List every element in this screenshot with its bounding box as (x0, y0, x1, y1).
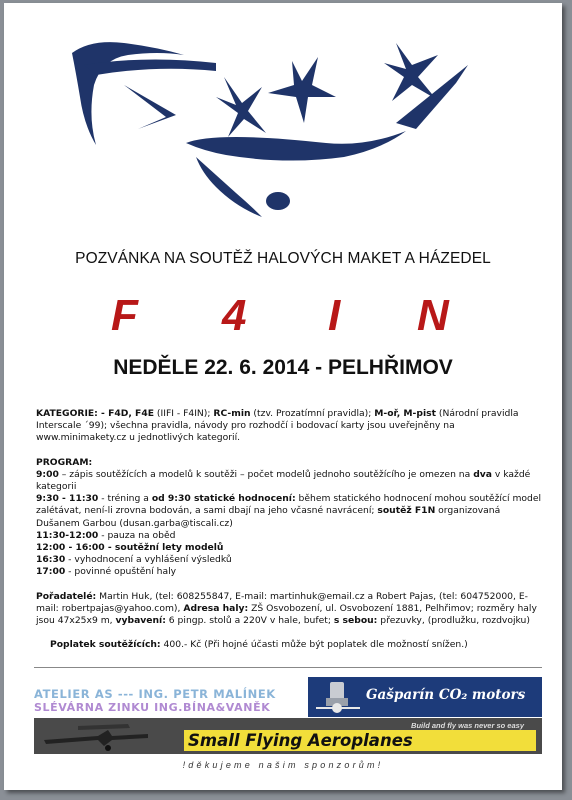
categories-paragraph (36, 408, 544, 445)
program-emph: od 9:30 statické hodnocení: (151, 493, 296, 505)
logo-wing-lower (196, 157, 262, 217)
program-label (36, 457, 544, 469)
fee-label: Poplatek soutěžících: (50, 639, 161, 651)
logo-dot (266, 192, 290, 210)
program-time: 9:00 (36, 468, 59, 480)
program-emph: soutěž F1N (377, 505, 436, 517)
logo-star-center (268, 57, 336, 123)
title-letter-f: F (111, 291, 138, 340)
sponsor-atelier: ATELIER AS --- ING. PETR MALÍNEK (34, 687, 276, 701)
program-text: během statického hodnocení mohou soutěžící model zalétávat, není-li zrovna bodován, a sami dbají na jeho včasné navrácení; (36, 493, 542, 517)
thanks-line: !děkujeme našim sponzorům! (182, 760, 384, 770)
categories-dash: - (97, 408, 109, 419)
categories-text-3: (Národní pravidla Interscale ´99); všechna pravidla, návody pro rozhodčí i bodovací karty jsou uveřejněny na www.minimakety.cz u jednotlivých kategorií. (36, 408, 519, 444)
logo-cross-right (384, 43, 438, 101)
sponsor-slevarna: SLÉVÁRNA ZINKU ING.BÍNA&VANĚK (34, 701, 271, 714)
bring-label: s sebou: (333, 615, 378, 627)
program-time: 12:00 - 16:00 (36, 542, 105, 554)
program-text: - povinné opuštění haly (65, 566, 177, 578)
category-f4d: F4D, F4E (108, 408, 155, 419)
sponsor-sfa-banner (34, 718, 542, 754)
logo-plane-body (186, 131, 406, 161)
sponsor-gasparin-banner (308, 677, 542, 717)
title-letter-n: N (417, 291, 449, 340)
program-time: 11:30-12:00 (36, 529, 99, 541)
program-text: - vyhodnocení a vyhlášení výsledků (65, 554, 232, 566)
program-item (36, 542, 544, 554)
sfa-title: Small Flying Aeroplanes (188, 731, 413, 750)
event-date: NEDĚLE 22. 6. 2014 - PELHŘIMOV (113, 356, 453, 379)
equipment-label: vybavení: (115, 615, 166, 627)
organizers-text: ZŠ Osvobození, ul. Osvobození 1881, Pelhřimov; rozměry haly jsou 47x25x9 m, (36, 602, 537, 627)
organizers-label: Pořadatelé: (36, 590, 97, 602)
flyer-page (4, 3, 562, 790)
fee-text: 400.- Kč (Při hojné účasti může být poplatek dle možností snížen.) (160, 639, 468, 651)
category-rc: RC-min (213, 408, 251, 419)
organizers-text: Martin Huk, (tel: 608255847, E-mail: martinhuk@email.cz a Robert Pajas, (tel: 604752000, E-mail: robertpajas@yahoo.com), (36, 590, 528, 614)
program-time: 9:30 - 11:30 (36, 493, 99, 505)
categories-label: KATEGORIE: (36, 408, 98, 419)
program-item (36, 566, 544, 578)
fee-paragraph (36, 639, 544, 651)
program-heading: PROGRAM: (36, 456, 93, 468)
sfa-title-box (184, 730, 536, 751)
title-letter-i: I (328, 291, 341, 340)
title-letter-4: 4 (222, 291, 247, 340)
gasparin-engine-icon (316, 680, 360, 714)
divider (34, 667, 542, 668)
gasparin-label: Gašparín CO₂ motors (366, 687, 526, 703)
categories-text-2: (tzv. Prozatímní pravidla); (250, 408, 375, 419)
program-text: v každé kategorii (36, 468, 531, 493)
program-text: - pauza na oběd (98, 529, 176, 541)
program-item (36, 554, 544, 566)
program-time: 17:00 (36, 566, 66, 578)
invitation-heading: POZVÁNKA NA SOUTĚŽ HALOVÝCH MAKET A HÁZEDEL (75, 250, 491, 267)
club-logo (66, 25, 476, 230)
sfa-tagline: Build and fly was never so easy (411, 721, 524, 730)
program-text: – zápis soutěžících a modelů k soutěži – počet modelů jednoho soutěžícího je omezen na (58, 468, 474, 480)
program-emph: - soutěžní lety modelů (104, 542, 224, 554)
category-m: M-oř, M-pist (374, 408, 436, 419)
program-text: - tréning a (98, 493, 152, 505)
program-emph: dva (473, 468, 492, 480)
organizers-text: 6 pingp. stolů a 220V v hale, bufet; (165, 615, 334, 627)
organizers-text: přezuvky, (prodlužku, rozdvojku) (377, 615, 530, 627)
logo-chevron (124, 85, 176, 129)
program-item (36, 469, 544, 493)
program-item (36, 530, 544, 542)
organizers-paragraph (36, 591, 544, 628)
sfa-airplanes-icon (38, 720, 178, 752)
program-time: 16:30 (36, 554, 66, 566)
flyer-body (36, 408, 544, 651)
logo-swoosh-left (72, 42, 184, 145)
categories-text-1: (IIFI - F4IN); (154, 408, 214, 419)
program-text: organizovaná Dušanem Garbou (dusan.garba@tiscali.cz) (36, 505, 501, 529)
program-item (36, 493, 544, 530)
logo-cross-left (216, 77, 266, 137)
address-label: Adresa haly: (183, 602, 249, 614)
